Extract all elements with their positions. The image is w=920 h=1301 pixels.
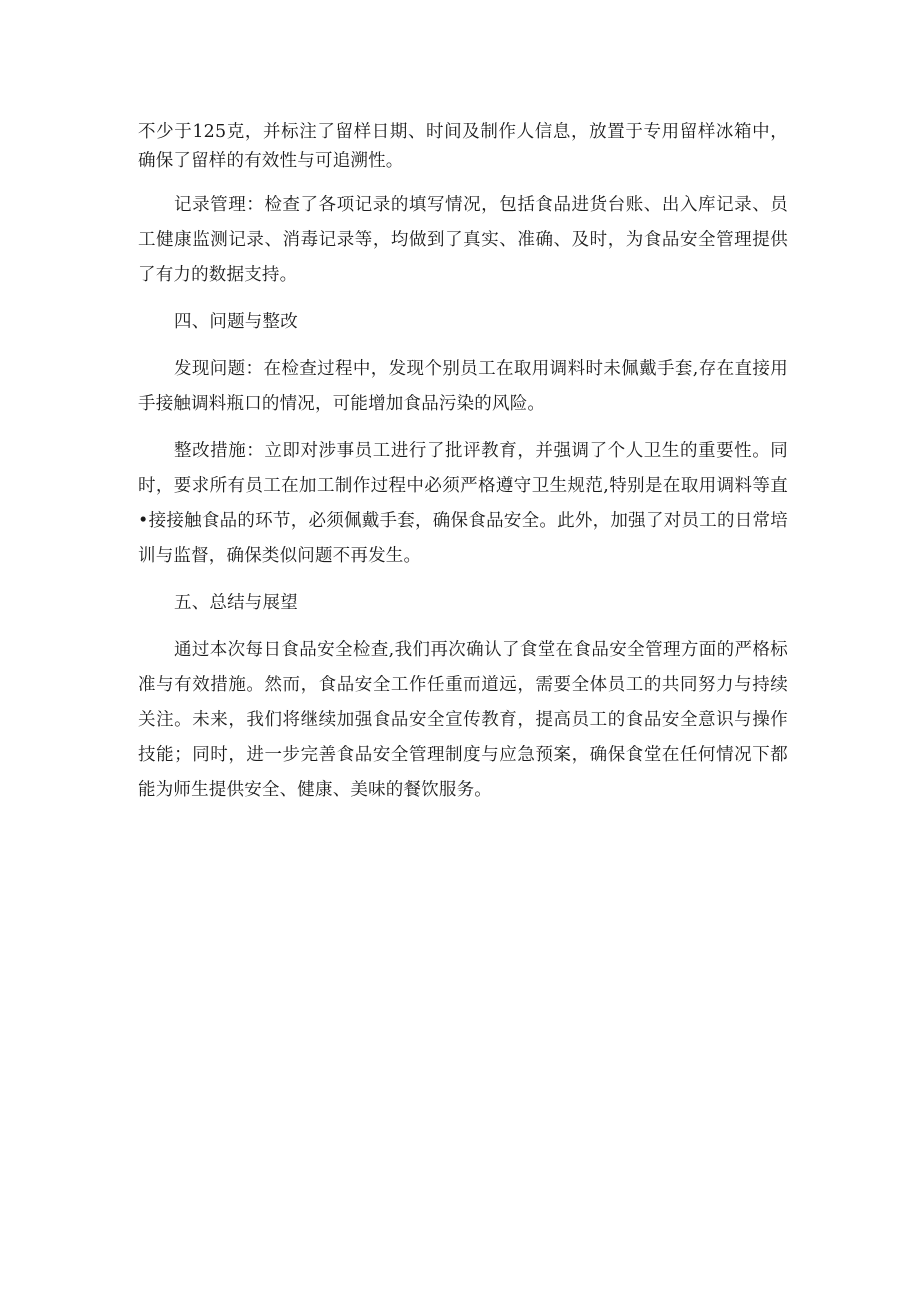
paragraph-sample-retention-continued: 不少于125克，并标注了留样日期、时间及制作人信息，放置于专用留样冰箱中，确保了留样的有效性与可追溯性。 [138,122,788,171]
document-page [138,118,788,808]
paragraph-rectification-measures: 整改措施：立即对涉事员工进行了批评教育，并强调了个人卫生的重要性。同时，要求所有员工在加工制作过程中必须严格遵守卫生规范,特别是在取用调料等直•接接触食品的环节，必须佩戴手套，确保食品安全。此外，加强了对员工的日常培训与监督，确保类似问题不再发生。 [138,441,788,566]
paragraph-summary: 通过本次每日食品安全检查,我们再次确认了食堂在食品安全管理方面的严格标准与有效措施。然而，食品安全工作任重而道远，需要全体员工的共同努力与持续关注。未来，我们将继续加强食品安全宣传教育，提高员工的食品安全意识与操作技能；同时，进一步完善食品安全管理制度与应急预案，确保食堂在任何情况下都能为师生提供安全、健康、美味的餐饮服务。 [138,640,788,800]
paragraph-problems-found: 发现问题：在检查过程中，发现个别员工在取用调料时未佩戴手套,存在直接用手接触调料瓶口的情况，可能增加食品污染的风险。 [138,359,788,414]
section-heading-problems-rectification: 四、问题与整改 [174,312,298,332]
paragraph-record-management: 记录管理：检查了各项记录的填写情况，包括食品进货台账、出入库记录、员工健康监测记录、消毒记录等，均做到了真实、准确、及时，为食品安全管理提供了有力的数据支持。 [138,195,788,285]
section-heading-summary-outlook: 五、总结与展望 [174,593,298,613]
